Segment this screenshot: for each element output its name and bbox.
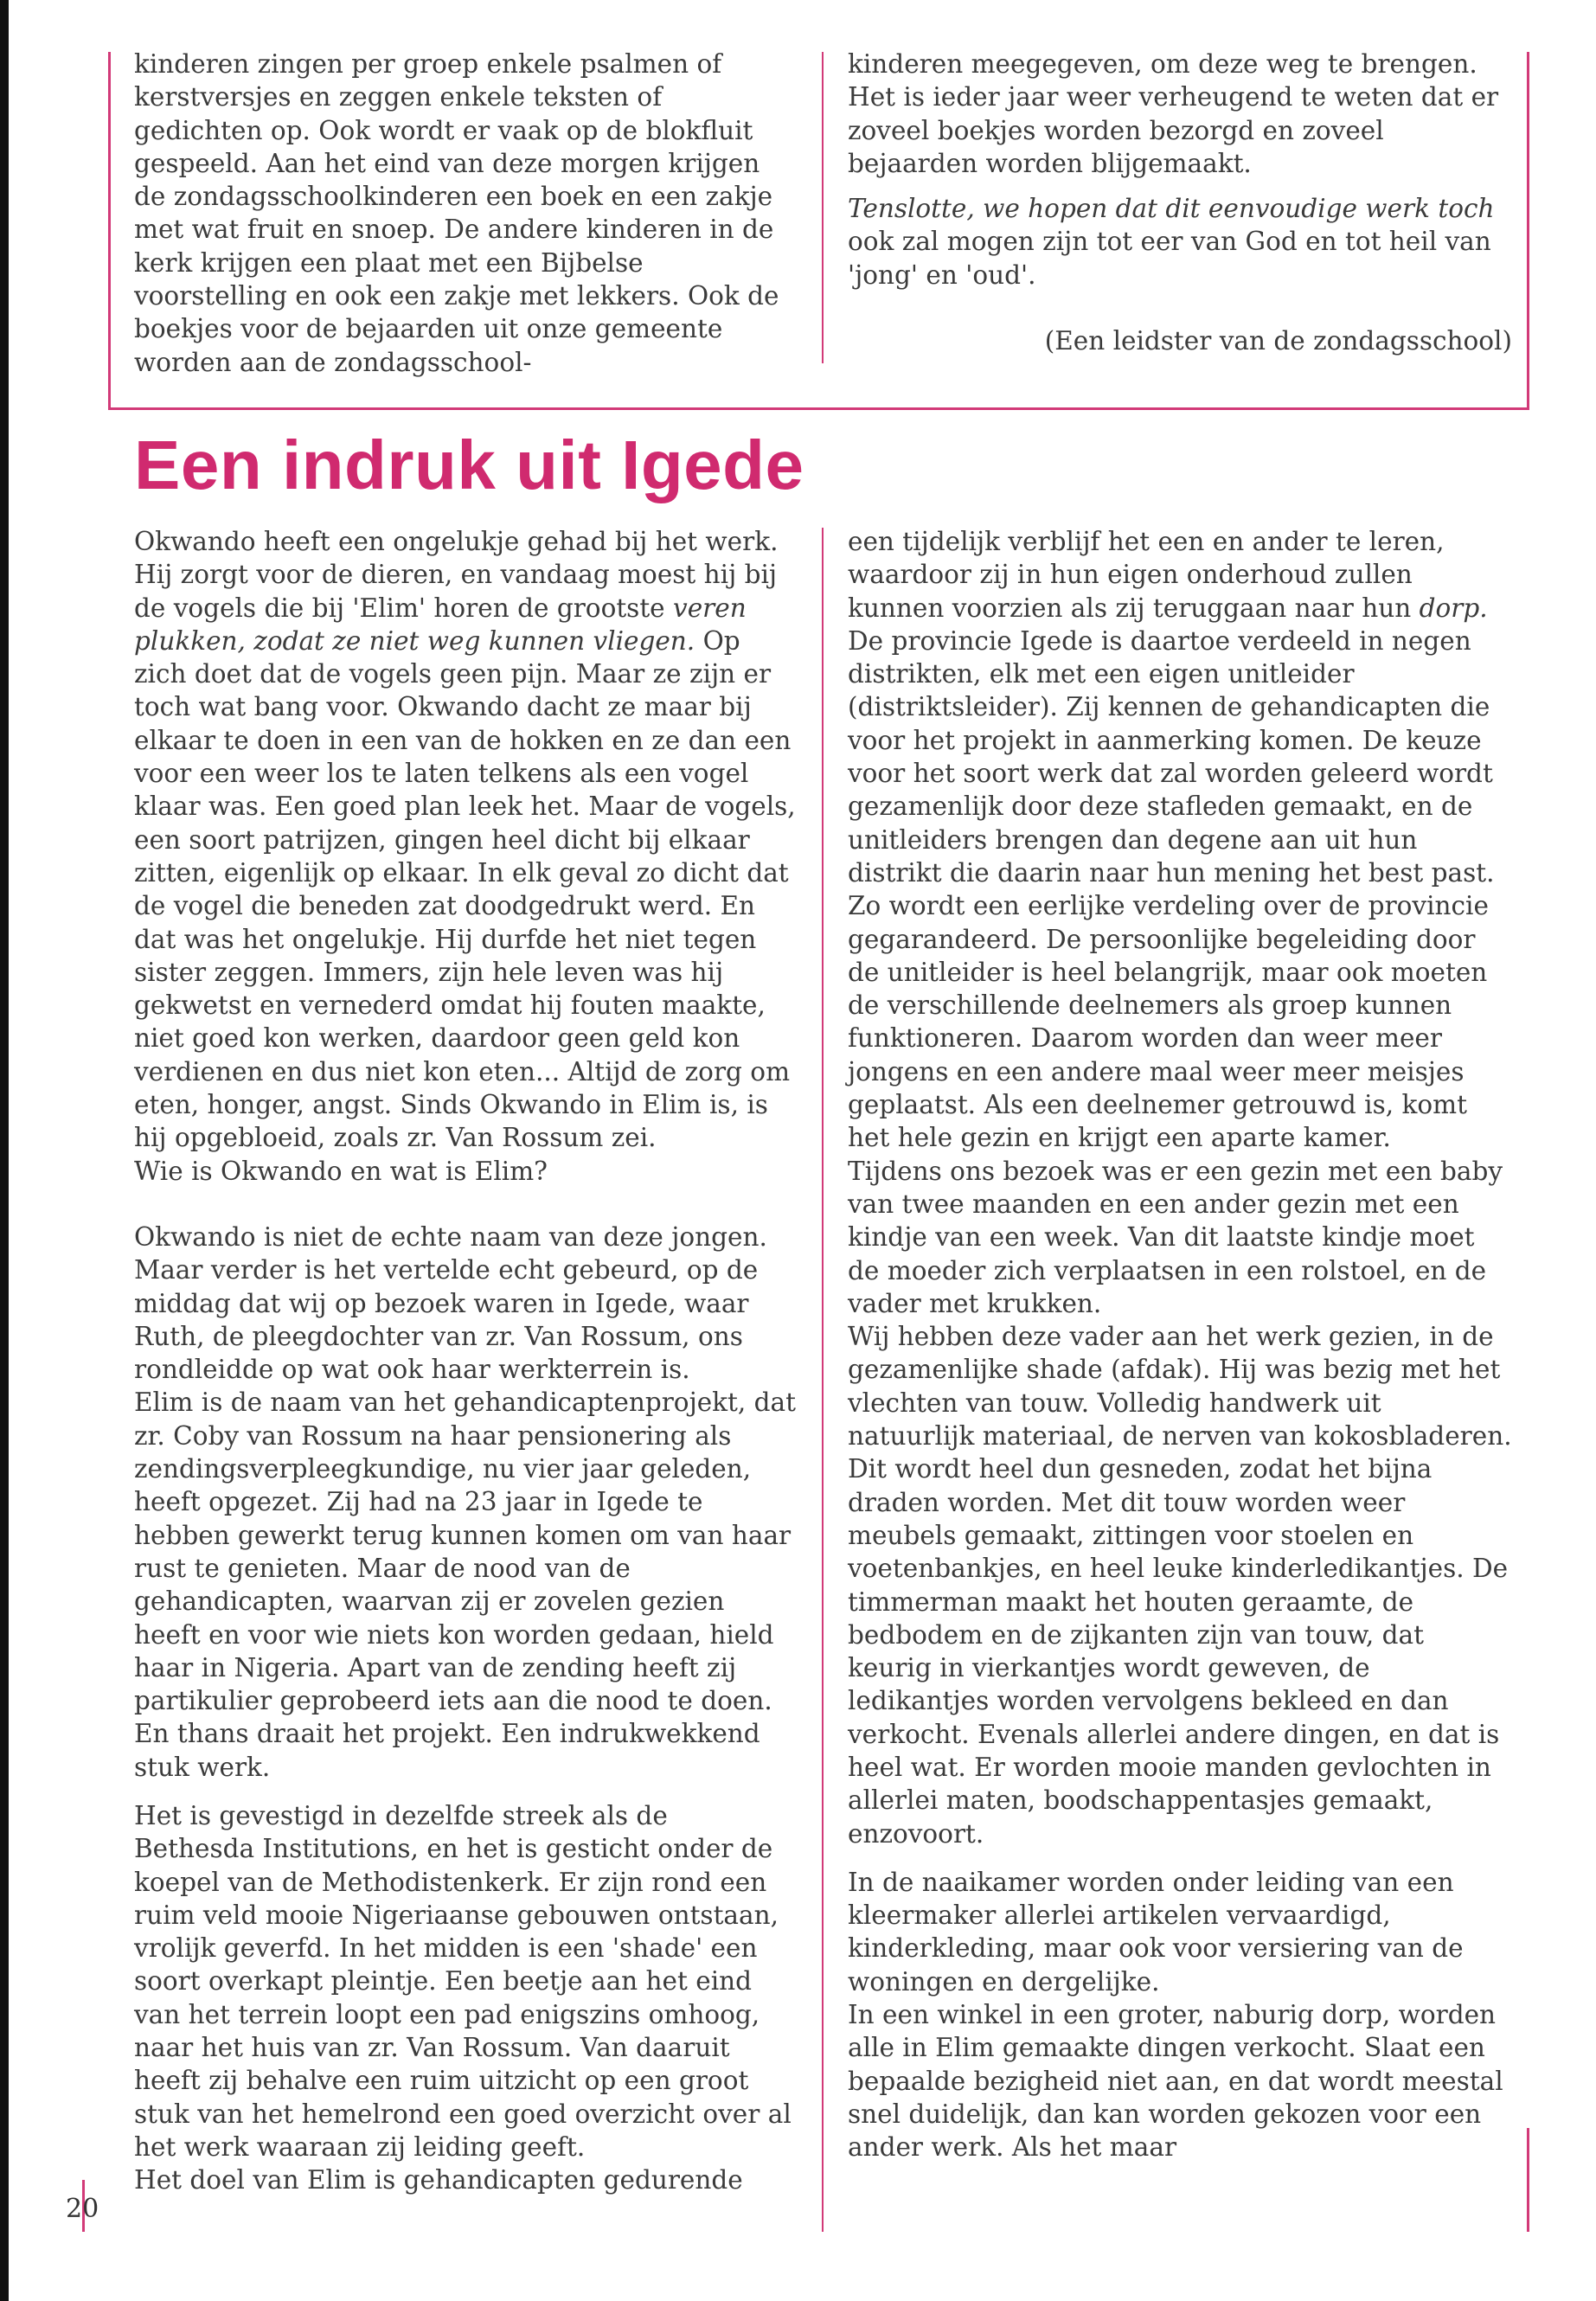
top-right-column <box>848 48 1512 357</box>
left-p1-text-a: Okwando heeft een ongelukje gehad bij het werk. Hij zorgt voor de dieren, en vandaag moest hij bij de vogels die bij 'Elim' horen de grootste <box>134 527 779 623</box>
article-column-divider <box>822 528 824 2232</box>
left-p1-text-b: Op zich doet dat de vogels geen pijn. Maar ze zijn er toch wat bang voor. Okwando dacht ze maar bij elkaar te doen in een van de hokken en ze dan een voor een weer los te laten telkens als een vogel klaar was. Een goed plan leek het. Maar de vogels, een soort patrijzen, gingen heel dicht bij elkaar zitten, eigenlijk op elkaar. In elk geval zo dicht dat de vogel die beneden zat doodgedrukt werd. En dat was het ongelukje. Hij durfde het niet tegen sister zeggen. Immers, zijn hele leven was hij gekwetst en vernederd omdat hij fouten maakte, niet goed kon werken, daardoor geen geld kon verdienen en dus niet kon eten... Altijd de zorg om eten, honger, angst. Sinds Okwando in Elim is, is hij opgebloeid, zoals zr. Van Rossum zei. <box>134 625 796 1153</box>
right-p1-italic: dorp. <box>1419 593 1488 623</box>
right-paragraph-3: Zo wordt een eerlijke verdeling over de provincie gegarandeerd. De persoonlijke begeleiding door de unitleider is heel belangrijk, maar ook moeten de verschillende deelnemers als groep kunnen funktioneren. Daarom worden dan weer meer jongens en een andere maal weer meer meisjes geplaatst. Als een deelnemer getrouwd is, komt het hele gezin en krijgt een aparte kamer. <box>848 891 1489 1153</box>
top-right-border <box>1527 52 1529 409</box>
closing-paragraph <box>848 192 1512 292</box>
article-right-border <box>1527 2128 1529 2232</box>
top-left-paragraph: kinderen zingen per groep enkele psalmen of kerstversjes en zeggen enkele teksten of gedichten op. Ook wordt er vaak op de blokfluit gespeeld. Aan het eind van deze morgen krijgen de zondagsschoolkinderen een boek en een zakje met wat fruit en snoep. De andere kinderen in de kerk krijgen een plaat met een Bijbelse voorstelling en ook een zakje met lekkers. Ook de boekjes voor de bejaarden uit onze gemeente worden aan de zondagsschool- <box>134 49 779 377</box>
page-edge-bar <box>0 0 9 2301</box>
closing-rest: ook zal mogen zijn tot eer van God en tot heil van 'jong' en 'oud'. <box>848 227 1491 290</box>
left-question: Wie is Okwando en wat is Elim? <box>134 1156 548 1186</box>
left-paragraph-4: Het is gevestigd in dezelfde streek als de Bethesda Institutions, en het is gesticht onder de koepel van de Methodistenkerk. Er zijn rond een ruim veld mooie Nigeriaanse gebouwen ontstaan, vrolijk geverfd. In het midden is een 'shade' een soort overkapt pleintje. Een beetje aan het eind van het terrein loopt een pad enigszins omhoog, naar het huis van zr. Van Rossum. Van daaruit heeft zij behalve een ruim uitzicht op een groot stuk van het hemelrond een goed overzicht over al het werk waaraan zij leiding geeft. <box>134 1800 792 2162</box>
article-right-column <box>848 525 1512 2164</box>
left-paragraph-5: Het doel van Elim is gehandicapten gedurende <box>134 2165 743 2195</box>
top-right-paragraph: kinderen meegegeven, om deze weg te brengen. Het is ieder jaar weer verheugend te weten dat er zoveel boekjes worden bezorgd en zoveel bejaarden worden blijgemaakt. <box>848 49 1499 178</box>
right-paragraph-5: Wij hebben deze vader aan het werk gezien, in de gezamenlijke shade (afdak). Hij was bezig met het vlechten van touw. Volledig handwerk uit natuurlijk materiaal, de nerven van kokosbladeren. Dit wordt heel dun gesneden, zodat het bijna draden worden. Met dit touw worden weer meubels gemaakt, zittingen voor stoelen en voetenbankjes, en heel leuke kinderledikantjes. De timmerman maakt het houten geraamte, de bedbodem en de zijkanten zijn van touw, dat keurig in vierkantjes wordt geweven, de ledikantjes worden vervolgens bekleed en dan verkocht. Evenals allerlei andere dingen, en dat is heel wat. Er worden mooie manden gevlochten in allerlei maten, boodschappentasjes gemaakt, enzovoort. <box>848 1322 1512 1849</box>
right-paragraph-2: De provincie Igede is daartoe verdeeld in negen distrikten, elk met een eigen unitleider (distriktsleider). Zij kennen de gehandicapten die voor het projekt in aanmerking komen. De keuze voor het soort werk dat zal worden geleerd wordt gezamenlijk door deze stafleden gemaakt, en de unitleiders brengen dan degene aan uit hun distrikt die daarin naar hun mening het best past. <box>848 625 1495 888</box>
top-column-divider <box>822 52 824 363</box>
page-number: 20 <box>66 2194 99 2224</box>
section-separator <box>108 407 1529 410</box>
top-left-border <box>108 52 111 409</box>
article-title: Een indruk uit Igede <box>134 426 804 503</box>
closing-italic-lead: Tenslotte, we hopen dat dit eenvoudige werk toch <box>848 194 1495 224</box>
left-paragraph-3: Elim is de naam van het gehandicaptenprojekt, dat zr. Coby van Rossum na haar pensionering als zendingsverpleegkundige, nu vier jaar geleden, heeft opgezet. Zij had na 23 jaar in Igede te hebben gewerkt terug kunnen komen om van haar rust te genieten. Maar de nood van de gehandicapten, waarvan zij er zovelen gezien heeft en voor wie niets kon worden gedaan, hield haar in Nigeria. Apart van de zending heeft zij partikulier geprobeerd iets aan die nood te doen. En thans draait het projekt. Een indrukwekkend stuk werk. <box>134 1388 796 1782</box>
article-left-column <box>134 525 796 2197</box>
right-p1-text-a: een tijdelijk verblijf het een en ander te leren, waardoor zij in hun eigen onderhoud zullen kunnen voorzien als zij teruggaan naar hun <box>848 527 1445 623</box>
right-paragraph-1 <box>848 525 1512 625</box>
right-paragraph-4: Tijdens ons bezoek was er een gezin met een baby van twee maanden en een ander gezin met een kindje van een week. Van dit laatste kindje moet de moeder zich verplaatsen in een rolstoel, en de vader met krukken. <box>848 1156 1503 1318</box>
right-paragraph-7: In een winkel in een groter, naburig dorp, worden alle in Elim gemaakte dingen verkocht. Slaat een bepaalde bezigheid niet aan, en dat wordt meestal snel duidelijk, dan kan worden gekozen voor een ander werk. Als het maar <box>848 2000 1503 2163</box>
right-paragraph-6: In de naaikamer worden onder leiding van een kleermaker allerlei artikelen vervaardigd, kinderkleding, maar ook voor versiering van de woningen en dergelijke. <box>848 1867 1464 1997</box>
signature: (Een leidster van de zondagsschool) <box>1044 326 1512 356</box>
left-paragraph-1 <box>134 525 796 1155</box>
left-paragraph-2: Okwando is niet de echte naam van deze jongen. Maar verder is het vertelde echt gebeurd, op de middag dat wij op bezoek waren in Igede, waar Ruth, de pleegdochter van zr. Van Rossum, ons rondleidde op wat ook haar werkterrein is. <box>134 1221 767 1385</box>
top-left-column <box>134 48 796 379</box>
left-p1-italic: veren plukken, zodat ze niet weg kunnen vliegen. <box>134 593 747 656</box>
